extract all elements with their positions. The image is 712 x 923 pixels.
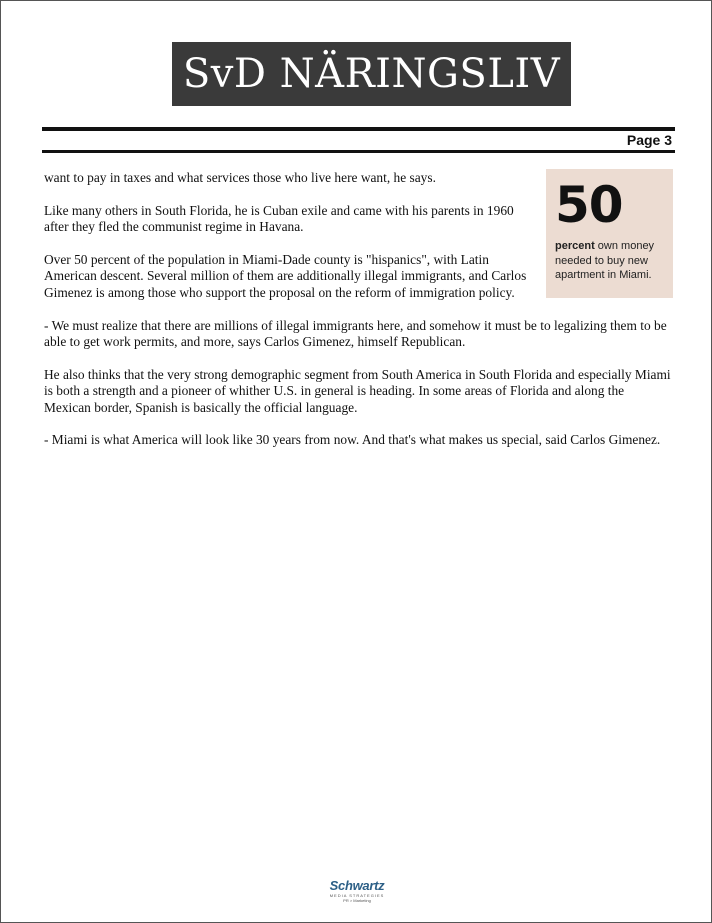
- paragraph: - Miami is what America will look like 30 years from now. And that's what makes us special, said Carlos Gimenez.: [44, 432, 661, 448]
- footer-logo: [321, 879, 393, 903]
- fact-number: 50: [555, 176, 623, 234]
- fact-caption: [555, 239, 667, 283]
- fact-box: [546, 169, 673, 298]
- paragraph: - We must realize that there are millions of illegal immigrants here, and somehow it must be to legalizing them to be able to get work permits, and more, says Carlos Gimenez, himself Republican.: [44, 317, 667, 350]
- fact-caption-bold: percent: [555, 240, 595, 252]
- paragraph: Over 50 percent of the population in Miami-Dade county is "hispanics", with Latin American descent. Several million of them are additionally illegal immigrants, and Carlos Gimenez is among those who support the proposal on the reform of immigration policy.: [44, 252, 527, 300]
- header-rule-top: [42, 127, 675, 131]
- paragraph: Like many others in South Florida, he is Cuban exile and came with his parents in 1960 after they fled the communist regime in Havana.: [44, 202, 514, 235]
- header-rule-bottom: [42, 150, 675, 153]
- footer-logo-tagline: PR > Marketing: [343, 898, 371, 903]
- page-number: Page 3: [626, 132, 672, 148]
- fact-caption-text: own money needed to buy new apartment in Miami.: [555, 240, 655, 281]
- footer-logo-subtitle: MEDIA STRATEGIES: [329, 893, 385, 898]
- footer-logo-wordmark: Schwartz: [329, 878, 385, 893]
- masthead-title: SvD NÄRINGSLIV: [182, 51, 561, 97]
- paragraph: He also thinks that the very strong demographic segment from South America in South Florida and especially Miami is both a strength and a pioneer of whither U.S. in general is heading. In some areas of Florida and along the Mexican border, Spanish is basically the official language.: [44, 366, 671, 415]
- masthead-logo: [172, 42, 571, 106]
- paragraph: want to pay in taxes and what services those who live here want, he says.: [44, 170, 436, 185]
